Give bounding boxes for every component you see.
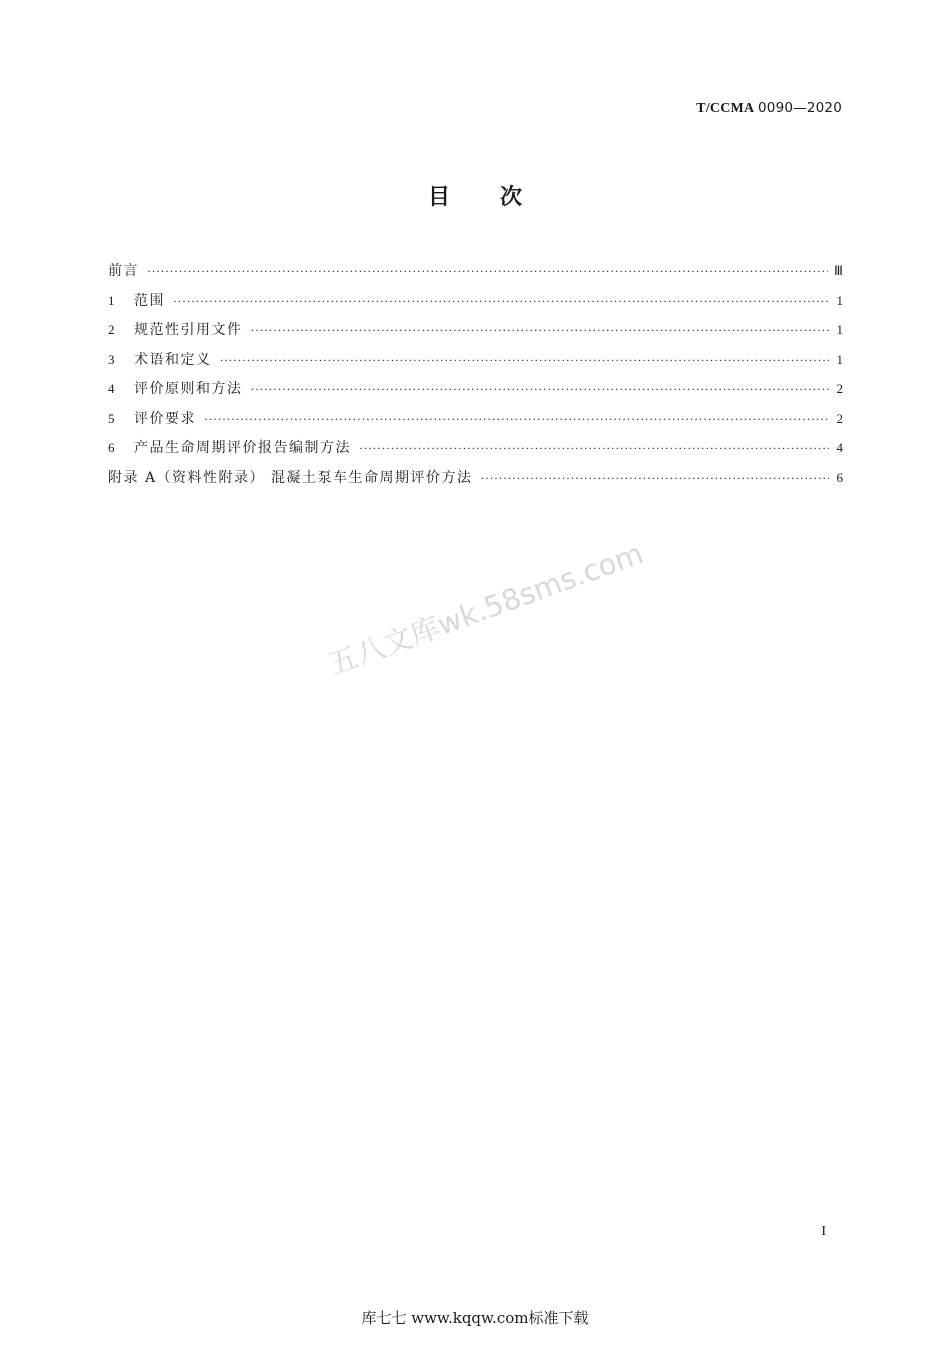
document-code-prefix: T/CCMA	[696, 101, 755, 116]
toc-entry-label: 产品生命周期评价报告编制方法	[134, 440, 351, 456]
toc-entry-label: 评价要求	[134, 410, 196, 427]
toc-dot-leader	[173, 289, 829, 313]
toc-entry-report-method[interactable]	[108, 436, 843, 466]
toc-dot-leader	[251, 377, 830, 401]
toc-entry-foreword[interactable]	[108, 259, 843, 289]
toc-entry-number: 6	[108, 440, 115, 455]
toc-entry-normative-references[interactable]	[108, 318, 843, 348]
watermark-text: 五八文库wk.58sms.com	[323, 536, 648, 682]
document-code-number: 0090—2020	[757, 100, 842, 116]
toc-entry-scope[interactable]	[108, 289, 843, 319]
toc-entry-page: 2	[836, 381, 843, 396]
toc-entry-page: 2	[836, 410, 843, 426]
table-of-contents	[108, 259, 843, 495]
toc-entry-label: 附录 A（资料性附录） 混凝土泵车生命周期评价方法	[108, 469, 473, 486]
page-title: 目次	[427, 185, 572, 210]
toc-entry-page: 1	[836, 322, 843, 337]
toc-entry-number: 3	[108, 351, 115, 367]
toc-entry-number: 4	[108, 381, 115, 396]
toc-entry-number: 2	[108, 322, 115, 337]
toc-entry-number: 1	[108, 292, 115, 308]
toc-entry-page: 6	[836, 469, 843, 485]
toc-entry-label: 术语和定义	[134, 351, 212, 368]
toc-entry-appendix-a[interactable]	[108, 466, 843, 496]
toc-entry-requirements[interactable]	[108, 407, 843, 437]
toc-dot-leader	[147, 259, 828, 283]
toc-entry-label: 前言	[108, 263, 139, 279]
toc-entry-page: Ⅲ	[834, 263, 843, 278]
document-code	[696, 100, 842, 117]
toc-dot-leader	[481, 466, 829, 490]
toc-dot-leader	[359, 436, 829, 460]
toc-dot-leader	[251, 318, 830, 342]
footer-text: 库七七 www.kqqw.com标准下载	[361, 1309, 589, 1327]
toc-entry-number: 5	[108, 410, 115, 426]
toc-entry-page: 4	[836, 440, 843, 455]
toc-entry-label: 范围	[134, 292, 165, 309]
page-number: I	[821, 1224, 826, 1239]
toc-entry-label: 评价原则和方法	[134, 381, 243, 397]
toc-dot-leader	[204, 407, 829, 431]
toc-entry-page: 1	[836, 351, 843, 367]
toc-dot-leader	[220, 348, 830, 372]
toc-entry-terms-definitions[interactable]	[108, 348, 843, 378]
toc-entry-principles-methods[interactable]	[108, 377, 843, 407]
toc-entry-label: 规范性引用文件	[134, 322, 243, 338]
toc-entry-page: 1	[836, 292, 843, 308]
